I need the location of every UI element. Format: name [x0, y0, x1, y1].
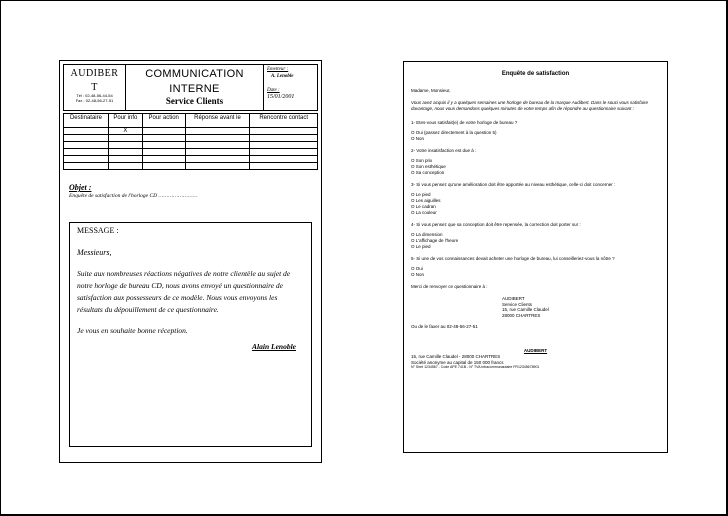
table-row [64, 135, 318, 142]
table-cell [185, 149, 250, 156]
survey-option[interactable]: O Non [411, 272, 425, 277]
survey-footer-line-2: Société anonyme au capital de 150 000 francs [411, 359, 504, 365]
table-header-cell: Pour info [108, 114, 142, 128]
table-row [64, 142, 318, 149]
table-cell [185, 128, 250, 135]
table-header-cell: Destinataire [64, 114, 109, 128]
table-cell [250, 142, 318, 149]
memo-meta-block [264, 65, 317, 110]
survey-option[interactable]: O Le cadran [411, 204, 436, 209]
address-line: Service Clients [502, 301, 533, 307]
date-value: 15/01/2001 [267, 94, 295, 100]
table-row [64, 128, 318, 135]
memo-page [59, 60, 322, 463]
subject-block [69, 183, 317, 200]
survey-question [411, 222, 660, 250]
table-cell [64, 128, 109, 135]
table-cell [142, 135, 185, 142]
distribution-table-body [64, 128, 318, 170]
date-label: Date : [267, 88, 280, 93]
survey-question-text: 4- Si vous pensez que sa conception doit être repensée, la correction doit porter sur : [411, 222, 581, 227]
table-header-cell: Rencontre contact [250, 114, 318, 128]
company-name-line2: T [91, 82, 98, 93]
message-signature: Alain Lenoble [252, 342, 296, 351]
table-cell [185, 156, 250, 163]
survey-question-text: 5- Si une de vos connaissances devait acheter une horloge de bureau, lui conseilleriez-vous la nôtre ? [411, 256, 615, 261]
table-cell [64, 156, 109, 163]
message-box [69, 222, 312, 447]
emetteur-label: Emetteur : [267, 67, 289, 72]
subject-value: Enquête de satisfaction de l'horloge CD …………………… [69, 193, 198, 199]
table-cell [64, 163, 109, 170]
survey-title: Enquête de satisfaction [501, 71, 570, 77]
emetteur-value: A. Lenoble [271, 74, 294, 79]
survey-option[interactable]: O Oui (passez directement à la question 5) [411, 130, 497, 135]
company-name-line1: AUDIBER [70, 68, 119, 79]
memo-title-line1: COMMUNICATION [145, 68, 244, 80]
survey-option[interactable]: O Non [411, 136, 425, 141]
survey-option[interactable]: O Les aiguilles [411, 198, 441, 203]
subject-label: Objet : [69, 183, 92, 192]
frame-border-top [0, 0, 728, 1]
survey-question-text: 3- Si vous pensez qu'une amélioration doit être apportée au niveau esthétique, celle-ci doit concerner : [411, 182, 616, 187]
table-cell [108, 149, 142, 156]
table-cell [250, 163, 318, 170]
table-cell [108, 142, 142, 149]
table-cell [142, 163, 185, 170]
table-cell [142, 128, 185, 135]
survey-footer-line-1: 15, rue Camille Claudel - 28000 CHARTRES [411, 354, 501, 359]
survey-footer-title: AUDIBERT [523, 348, 548, 353]
survey-question-text: 1- Etes-vous satisfait(e) de votre horloge de bureau ? [411, 120, 518, 125]
survey-question [411, 256, 660, 278]
survey-option[interactable]: O L'affichage de l'heure [411, 238, 459, 243]
address-line: 15, rue Camille Claudel [502, 307, 549, 312]
survey-footer-tiny: N° Siret 1234567 - Code APE 741B - N° TVA intracommunautaire FR12345678901 [411, 365, 540, 369]
survey-option[interactable]: O Son prix [411, 158, 433, 163]
survey-option[interactable]: O Oui [411, 266, 423, 271]
memo-header [63, 64, 318, 111]
survey-return-note: Merci de renvoyer ce questionnaire à : [411, 284, 488, 289]
distribution-table [63, 113, 318, 170]
message-label: MESSAGE : [77, 226, 119, 235]
table-row [64, 163, 318, 170]
memo-title-block [126, 65, 264, 110]
survey-question [411, 148, 660, 176]
survey-option[interactable]: O La dimension [411, 232, 443, 237]
survey-questions [411, 120, 660, 278]
table-header-cell: Réponse avant le [185, 114, 250, 128]
address-line: AUDIBERT [502, 296, 525, 301]
table-cell: X [108, 128, 142, 135]
company-phone: Tél : 02-48-56-44-54 [76, 93, 113, 98]
table-row [64, 149, 318, 156]
survey-option[interactable]: O Le pied [411, 244, 431, 249]
table-cell [250, 135, 318, 142]
table-cell [108, 163, 142, 170]
survey-address [411, 296, 660, 318]
table-header-cell: Pour action [142, 114, 185, 128]
table-cell [64, 149, 109, 156]
address-line: 28000 CHARTRES [502, 312, 541, 318]
table-cell [250, 149, 318, 156]
message-salutation: Messieurs, [77, 248, 112, 257]
memo-subtitle: Service Clients [165, 96, 224, 106]
table-cell [250, 128, 318, 135]
message-body: Suite aux nombreuses réactions négatives de notre clientèle au sujet de notre horloge de bureau CD, nous avons envoyé un questionnaire de satisfaction aux possesseurs de ce modèle. Nous vous envoyons les résultats du dépouillement de ce questionnaire. [77, 269, 291, 314]
table-cell [142, 149, 185, 156]
table-cell [142, 156, 185, 163]
survey-option[interactable]: O Le pied [411, 192, 431, 197]
message-closing: Je vous en souhaite bonne réception. [77, 326, 188, 335]
company-logo-block [64, 65, 126, 110]
survey-question [411, 182, 660, 216]
table-cell [108, 135, 142, 142]
table-cell [185, 163, 250, 170]
survey-question-text: 2- Votre insatisfaction est due à : [411, 148, 477, 153]
table-cell [185, 142, 250, 149]
survey-option[interactable]: O Son esthétique [411, 164, 446, 169]
table-cell [108, 156, 142, 163]
survey-page [403, 61, 668, 453]
frame-border-left [0, 0, 1, 516]
survey-greeting: Madame, Monsieur, [411, 88, 451, 93]
distribution-table-header [64, 114, 318, 128]
table-cell [185, 135, 250, 142]
company-fax: Fax : 02-48-56-27-51 [75, 98, 114, 103]
table-cell [250, 156, 318, 163]
table-cell [64, 135, 109, 142]
survey-option[interactable]: O La couleur [411, 210, 437, 215]
memo-title-line2: INTERNE [169, 83, 220, 95]
survey-question [411, 120, 660, 142]
table-row [64, 156, 318, 163]
table-cell [64, 142, 109, 149]
table-cell [142, 142, 185, 149]
survey-option[interactable]: O Sa conception [411, 170, 445, 175]
survey-deadline: Ou de le faxer au 02-48-56-27-51 [411, 324, 478, 329]
survey-intro: Vous avez acquis il y a quelques semaines une horloge de bureau de la marque Audibert. Dans le souci vous satisfaire davantage, nous vous demandons quelques minutes de votre temps afin de répondre au questionnaire suivant : [411, 100, 649, 111]
